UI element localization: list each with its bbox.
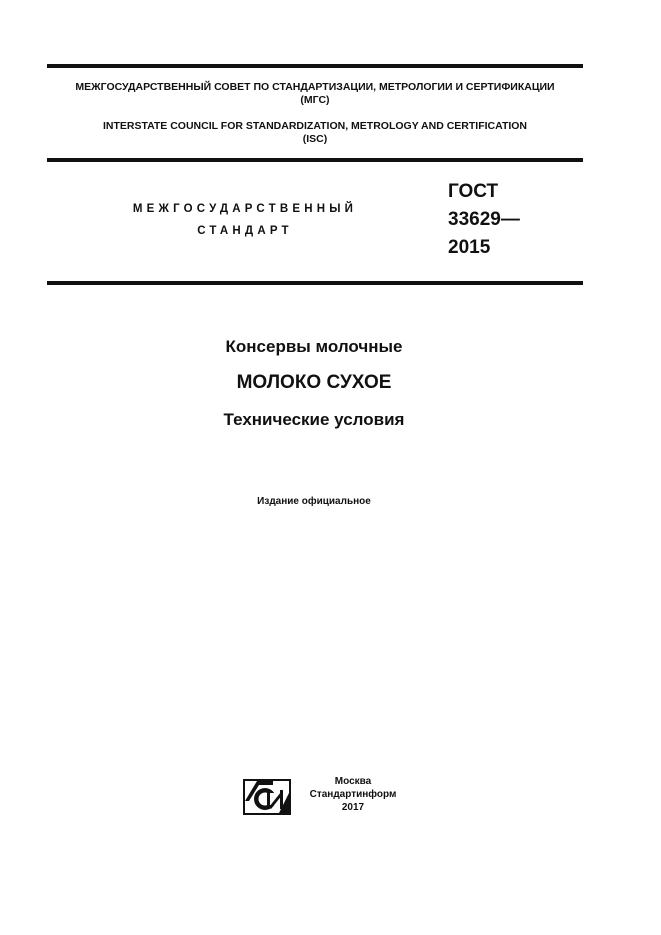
top-rule <box>47 64 583 68</box>
council-name-en <box>47 120 583 146</box>
council-abbr-ru: (МГС) <box>300 94 330 106</box>
council-name-ru <box>47 81 583 107</box>
publisher-year: 2017 <box>341 802 365 813</box>
document-title: МОЛОКО СУХОЕ <box>236 372 392 393</box>
designation-prefix: ГОСТ <box>448 181 499 202</box>
designation-number: 33629— <box>448 209 520 230</box>
publisher-name: Стандартинформ <box>309 789 397 800</box>
standard-type-label: МЕЖГОСУДАРСТВЕННЫЙ <box>132 203 358 215</box>
document-category: Консервы молочные <box>225 337 403 356</box>
council-abbr-en: (ISC) <box>302 133 328 145</box>
middle-rule <box>47 158 583 162</box>
council-name-ru-line: МЕЖГОСУДАРСТВЕННЫЙ СОВЕТ ПО СТАНДАРТИЗАЦИИ, МЕТРОЛОГИИ И СЕРТИФИКАЦИИ <box>75 81 555 93</box>
document-subtitle: Технические условия <box>223 410 405 429</box>
publisher-block <box>298 775 408 814</box>
standartinform-logo-icon <box>243 779 291 815</box>
publisher-city: Москва <box>334 776 372 787</box>
edition-note: Издание официальное <box>257 496 371 507</box>
designation-year: 2015 <box>448 237 491 258</box>
standard-type-label-2: СТАНДАРТ <box>197 225 293 237</box>
standard-designation <box>448 178 520 262</box>
council-name-en-line: INTERSTATE COUNCIL FOR STANDARDIZATION, METROLOGY AND CERTIFICATION <box>102 120 528 132</box>
bottom-rule <box>47 281 583 285</box>
